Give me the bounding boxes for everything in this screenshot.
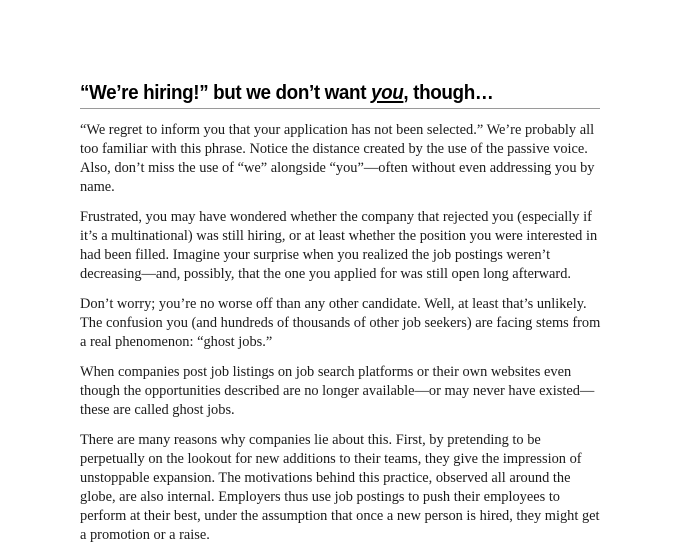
title-divider [80,108,600,109]
title-emphasis: you [370,81,404,104]
paragraph: When companies post job listings on job search platforms or their own websites even though the opportunities described are no longer available—or may never have existed—these are called ghost jobs. [80,364,595,418]
paragraph: Frustrated, you may have wondered whether the company that rejected you (especially if it’s a multinational) was still hiring, or at least whether the position you were interested in had been filled. Imagine your surprise when you realized the job postings weren’t decreasing—and, possibly, that the one you applied for was still open long afterward. [80,209,598,282]
paragraph: “We regret to inform you that your application has not been selected.” We’re probably all too familiar with this phrase. Notice the distance created by the use of the passive voice. Also, don’t miss the use of “we” alongside “you”—often without even addressing you by name. [80,122,595,195]
article-title [80,80,493,106]
title-text-start: “We’re hiring!” but we don’t want [80,81,371,104]
paragraph: Don’t worry; you’re no worse off than any other candidate. Well, at least that’s unlikely. The confusion you (and hundreds of thousands of other job seekers) are facing stems from a real phenomenon: “ghost jobs.” [80,296,601,350]
paragraph: There are many reasons why companies lie about this. First, by pretending to be perpetually on the lookout for new additions to their teams, they give the impression of unstoppable expansion. The motivations behind this practice, observed all around the globe, are also internal. Employers thus use job postings to push their employees to perform at their best, under the assumption that once a new person is hired, they might get a promotion or a raise. [80,432,600,543]
article-body [80,121,605,556]
title-text-end: , though… [403,81,494,104]
